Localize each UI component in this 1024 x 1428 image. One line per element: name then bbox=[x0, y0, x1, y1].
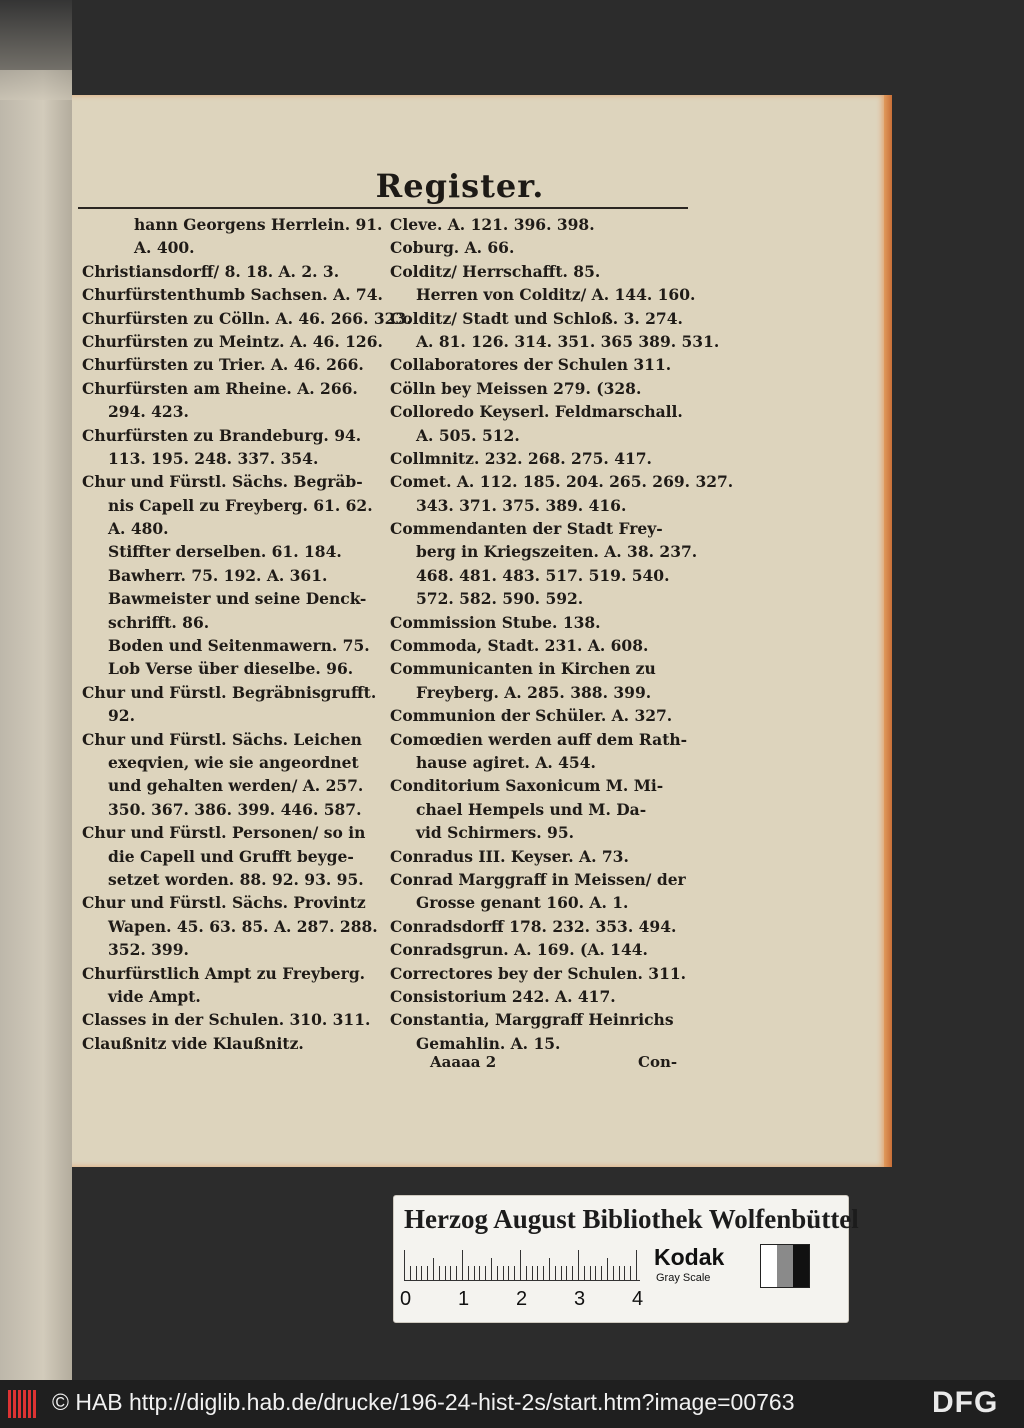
index-entry: die Capell und Grufft beyge- bbox=[108, 846, 354, 866]
index-entry: 92. bbox=[108, 706, 135, 726]
ruler-tick bbox=[462, 1250, 463, 1280]
index-entry: Comet. A. 112. 185. 204. 265. 269. 327. bbox=[390, 472, 734, 492]
ruler-tick bbox=[479, 1266, 480, 1280]
index-entry: Chur und Fürstl. Sächs. Leichen bbox=[82, 729, 362, 749]
catchword: Con- bbox=[638, 1053, 678, 1071]
index-entry: 350. 367. 386. 399. 446. 587. bbox=[108, 799, 362, 819]
index-entry: 343. 371. 375. 389. 416. bbox=[416, 495, 627, 515]
ruler-tick bbox=[526, 1266, 527, 1280]
index-entry: setzet worden. 88. 92. 93. 95. bbox=[108, 869, 364, 889]
index-entry: vid Schirmers. 95. bbox=[416, 823, 574, 843]
index-entry: Churfürsten zu Trier. A. 46. 266. bbox=[82, 355, 364, 375]
index-entry: Chur und Fürstl. Sächs. Provintz bbox=[82, 893, 366, 913]
ruler-tick bbox=[590, 1266, 591, 1280]
index-entry: 294. 423. bbox=[108, 402, 189, 422]
ruler-tick bbox=[624, 1266, 625, 1280]
index-entry: Christiansdorff/ 8. 18. A. 2. 3. bbox=[82, 261, 340, 281]
library-label-card bbox=[393, 1195, 859, 1323]
ruler-tick bbox=[584, 1266, 585, 1280]
index-entry: Boden und Seitenmawern. 75. bbox=[108, 636, 370, 656]
page-header: Register. bbox=[375, 167, 545, 205]
index-entry: Conradsdorff 178. 232. 353. 494. bbox=[390, 916, 677, 936]
index-entry: hann Georgens Herrlein. 91. bbox=[134, 215, 383, 234]
index-entry: Collmnitz. 232. 268. 275. 417. bbox=[390, 448, 652, 468]
ruler-tick bbox=[439, 1266, 440, 1280]
gray-scale-label: Gray Scale bbox=[656, 1272, 711, 1284]
index-entry: Colditz/ Herrschafft. 85. bbox=[390, 261, 601, 281]
index-entry: Grosse genant 160. A. 1. bbox=[416, 893, 629, 913]
ruler-tick bbox=[404, 1250, 405, 1280]
ruler-tick bbox=[555, 1266, 556, 1280]
index-entry: Lob Verse über dieselbe. 96. bbox=[108, 659, 354, 679]
ruler-tick bbox=[450, 1266, 451, 1280]
page-edge bbox=[884, 95, 892, 1167]
index-entry: Conradsgrun. A. 169. (A. 144. bbox=[390, 940, 648, 960]
ruler-tick bbox=[595, 1266, 596, 1280]
ruler-tick bbox=[427, 1266, 428, 1280]
ruler-tick bbox=[630, 1266, 631, 1280]
ruler-tick bbox=[532, 1266, 533, 1280]
ruler-number: 0 bbox=[400, 1288, 412, 1310]
index-entry: chael Hempels und M. Da- bbox=[416, 799, 647, 819]
index-entry: Commendanten der Stadt Frey- bbox=[390, 519, 663, 539]
ruler-tick bbox=[445, 1266, 446, 1280]
library-name: Herzog August Bibliothek Wolfenbüttel bbox=[404, 1204, 859, 1234]
ruler-number: 2 bbox=[516, 1288, 528, 1310]
ruler-tick bbox=[549, 1258, 550, 1280]
index-entry: Churfürsten zu Cölln. A. 46. 266. 323. bbox=[82, 308, 412, 328]
dfg-logo: DFG bbox=[932, 1386, 999, 1419]
ruler-tick bbox=[578, 1250, 579, 1280]
index-entry: 352. 399. bbox=[108, 940, 189, 960]
index-entry: Churfürstlich Ampt zu Freyberg. bbox=[82, 963, 366, 983]
header-rule bbox=[78, 207, 688, 209]
index-entry: Gemahlin. A. 15. bbox=[416, 1033, 561, 1053]
ruler-tick bbox=[607, 1258, 608, 1280]
ruler-tick bbox=[410, 1266, 411, 1280]
index-entry: Conditorium Saxonicum M. Mi- bbox=[390, 776, 664, 796]
index-entry: Comœdien werden auff dem Rath- bbox=[390, 729, 688, 749]
ruler-tick bbox=[537, 1266, 538, 1280]
index-entry: Commoda, Stadt. 231. A. 608. bbox=[390, 636, 649, 656]
ruler-tick bbox=[497, 1266, 498, 1280]
ruler-tick bbox=[566, 1266, 567, 1280]
index-entry: Cölln bey Meissen 279. (328. bbox=[390, 378, 642, 398]
index-entry: Consistorium 242. A. 417. bbox=[390, 986, 616, 1006]
index-entry: Correctores bey der Schulen. 311. bbox=[390, 963, 687, 983]
index-entry: und gehalten werden/ A. 257. bbox=[108, 776, 364, 796]
right-column bbox=[390, 213, 734, 1055]
index-entry: A. 480. bbox=[108, 519, 169, 539]
ruler-tick bbox=[613, 1266, 614, 1280]
index-entry: Cleve. A. 121. 396. 398. bbox=[390, 215, 595, 234]
index-entry: Chur und Fürstl. Sächs. Begräb- bbox=[82, 472, 363, 492]
index-entry: A. 81. 126. 314. 351. 365 389. 531. bbox=[416, 331, 720, 351]
barcode-icon bbox=[8, 1390, 42, 1418]
ruler-tick bbox=[485, 1266, 486, 1280]
index-entry: Freyberg. A. 285. 388. 399. bbox=[416, 682, 652, 702]
index-entry: Stiffter derselben. 61. 184. bbox=[108, 542, 342, 562]
index-entry: Classes in der Schulen. 310. 311. bbox=[82, 1010, 371, 1030]
book-page bbox=[72, 95, 892, 1167]
index-entry: exeqvien, wie sie angeordnet bbox=[108, 752, 359, 772]
index-entry: Communicanten in Kirchen zu bbox=[390, 659, 656, 679]
plastic-sheet bbox=[0, 0, 72, 100]
index-entry: Churfürsten am Rheine. A. 266. bbox=[82, 378, 358, 398]
ruler-number: 4 bbox=[632, 1288, 644, 1310]
ruler-number: 1 bbox=[458, 1288, 470, 1310]
index-entry: Communion der Schüler. A. 327. bbox=[390, 706, 673, 726]
ruler-tick bbox=[503, 1266, 504, 1280]
index-entry: Chur und Fürstl. Begräbnisgrufft. bbox=[82, 682, 377, 702]
index-entry: hause agiret. A. 454. bbox=[416, 752, 596, 772]
ruler-tick bbox=[456, 1266, 457, 1280]
index-entry: Churfürsten zu Brandeburg. 94. bbox=[82, 425, 362, 445]
index-entry: Herren von Colditz/ A. 144. 160. bbox=[416, 285, 696, 305]
ruler-tick bbox=[543, 1266, 544, 1280]
index-entry: Bawherr. 75. 192. A. 361. bbox=[108, 565, 328, 585]
copyright-link[interactable]: © HAB http://diglib.hab.de/drucke/196-24-hist-2s/start.htm?image=00763 bbox=[52, 1389, 795, 1415]
ruler-tick bbox=[520, 1250, 521, 1280]
index-entry: 468. 481. 483. 517. 519. 540. bbox=[416, 565, 670, 585]
ruler-number: 3 bbox=[574, 1288, 586, 1310]
gray-scale-patches bbox=[760, 1244, 810, 1288]
ruler-tick bbox=[468, 1266, 469, 1280]
index-entry: Coburg. A. 66. bbox=[390, 238, 515, 258]
index-entry: schrifft. 86. bbox=[108, 612, 210, 632]
index-entry: Constantia, Marggraff Heinrichs bbox=[390, 1010, 674, 1030]
ruler-tick bbox=[601, 1266, 602, 1280]
ruler-tick bbox=[421, 1266, 422, 1280]
ruler-tick bbox=[636, 1250, 637, 1280]
index-entry: A. 505. 512. bbox=[416, 425, 520, 445]
left-column bbox=[82, 213, 412, 1055]
footer-bar bbox=[0, 1380, 1024, 1428]
ruler-tick bbox=[416, 1266, 417, 1280]
index-entry: vide Ampt. bbox=[108, 986, 201, 1006]
index-entry: Conrad Marggraff in Meissen/ der bbox=[390, 869, 686, 889]
index-entry: Chur und Fürstl. Personen/ so in bbox=[82, 823, 366, 843]
index-entry: Conradus III. Keyser. A. 73. bbox=[390, 846, 629, 866]
index-entry: Wapen. 45. 63. 85. A. 287. 288. bbox=[108, 916, 378, 936]
ruler-tick bbox=[572, 1266, 573, 1280]
index-entry: Colditz/ Stadt und Schloß. 3. 274. bbox=[390, 308, 683, 328]
ruler-tick bbox=[474, 1266, 475, 1280]
index-entry: Churfürstenthumb Sachsen. A. 74. bbox=[82, 285, 383, 305]
ruler-tick bbox=[514, 1266, 515, 1280]
ruler-tick bbox=[433, 1258, 434, 1280]
index-entry: Claußnitz vide Klaußnitz. bbox=[82, 1033, 304, 1053]
index-entry: nis Capell zu Freyberg. 61. 62. bbox=[108, 495, 373, 515]
ruler-tick bbox=[508, 1266, 509, 1280]
previous-page-edge bbox=[0, 70, 72, 1380]
index-entry: Commission Stube. 138. bbox=[390, 612, 601, 632]
index-entry: Churfürsten zu Meintz. A. 46. 126. bbox=[82, 331, 383, 351]
index-entry: 572. 582. 590. 592. bbox=[416, 589, 584, 609]
index-entry: berg in Kriegszeiten. A. 38. 237. bbox=[416, 542, 698, 562]
index-entry: Colloredo Keyserl. Feldmarschall. bbox=[390, 402, 683, 422]
index-entry: 113. 195. 248. 337. 354. bbox=[108, 448, 319, 468]
ruler-tick bbox=[561, 1266, 562, 1280]
index-entry: Collaboratores der Schulen 311. bbox=[390, 355, 672, 375]
index-entry: A. 400. bbox=[134, 238, 195, 258]
ruler-tick bbox=[619, 1266, 620, 1280]
signature-mark: Aaaaa 2 bbox=[430, 1053, 497, 1071]
ruler-tick bbox=[491, 1258, 492, 1280]
index-entry: Bawmeister und seine Denck- bbox=[108, 589, 367, 609]
scale-ruler bbox=[404, 1246, 640, 1281]
kodak-brand: Kodak bbox=[654, 1244, 725, 1270]
